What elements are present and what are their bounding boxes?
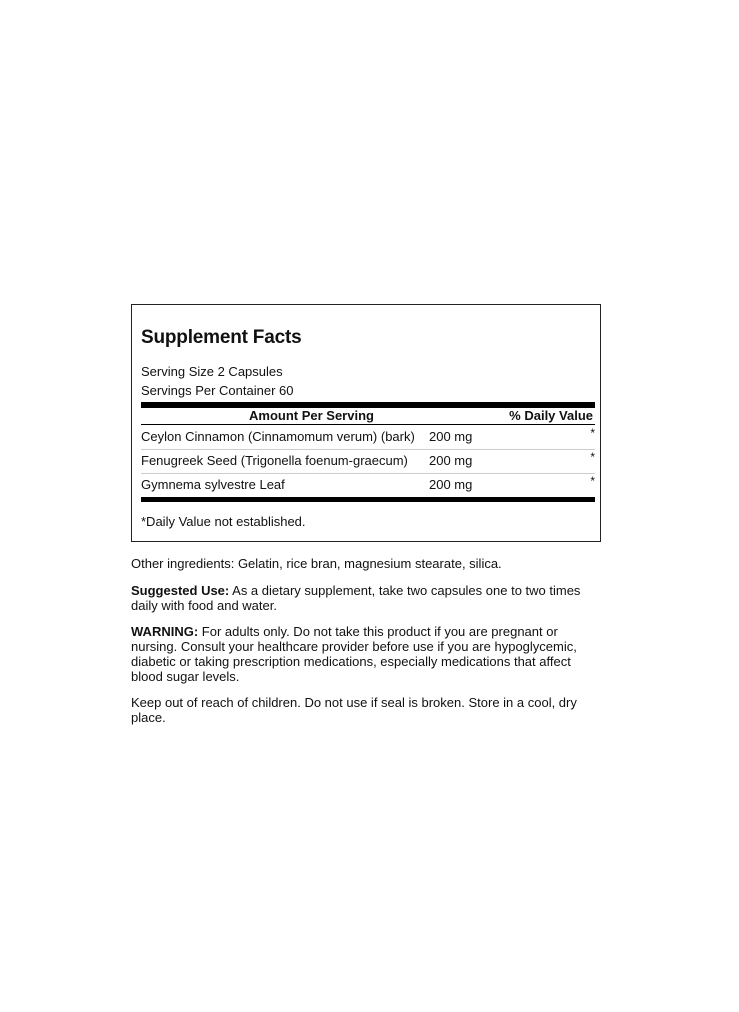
ingredient-amount: 200 mg (429, 477, 473, 492)
ingredient-amount: 200 mg (429, 453, 473, 468)
ingredient-dv: * (590, 474, 595, 488)
warning-text: For adults only. Do not take this product if you are pregnant or nursing. Consult your healthcare provider before use if you are hypoglycemic, diabetic or taking prescription medications, especially medications that affect blood sugar levels. (131, 624, 577, 684)
ingredient-amount: 200 mg (429, 429, 473, 444)
facts-header-row (141, 406, 595, 422)
ingredient-name: Gymnema sylvestre Leaf (141, 477, 285, 492)
daily-value-header: % Daily Value (509, 408, 593, 423)
serving-size: Serving Size 2 Capsules (141, 364, 283, 379)
supplement-facts-title: Supplement Facts (141, 327, 302, 348)
servings-per-container: Servings Per Container 60 (141, 383, 294, 398)
ingredient-row (141, 426, 595, 448)
ingredient-name: Fenugreek Seed (Trigonella foenum-graecum) (141, 453, 408, 468)
daily-value-footnote: *Daily Value not established. (141, 514, 306, 529)
ingredient-dv: * (590, 450, 595, 464)
ingredient-row (141, 474, 595, 496)
amount-per-serving-header: Amount Per Serving (249, 408, 374, 423)
ingredient-row (141, 450, 595, 472)
ingredient-name: Ceylon Cinnamon (Cinnamomum verum) (bark) (141, 429, 415, 444)
other-ingredients: Other ingredients: Gelatin, rice bran, magnesium stearate, silica. (131, 556, 502, 571)
supplement-facts-panel (131, 304, 601, 542)
suggested-use (131, 583, 606, 613)
suggested-use-text: As a dietary supplement, take two capsules one to two times daily with food and water. (131, 583, 581, 613)
facts-bottom-bar (141, 497, 595, 502)
warning-label: WARNING: (131, 624, 199, 639)
warning (131, 624, 606, 684)
ingredient-dv: * (590, 426, 595, 440)
header-divider (141, 424, 595, 425)
suggested-use-label: Suggested Use: (131, 583, 230, 598)
storage-instructions: Keep out of reach of children. Do not use if seal is broken. Store in a cool, dry place. (131, 695, 577, 725)
